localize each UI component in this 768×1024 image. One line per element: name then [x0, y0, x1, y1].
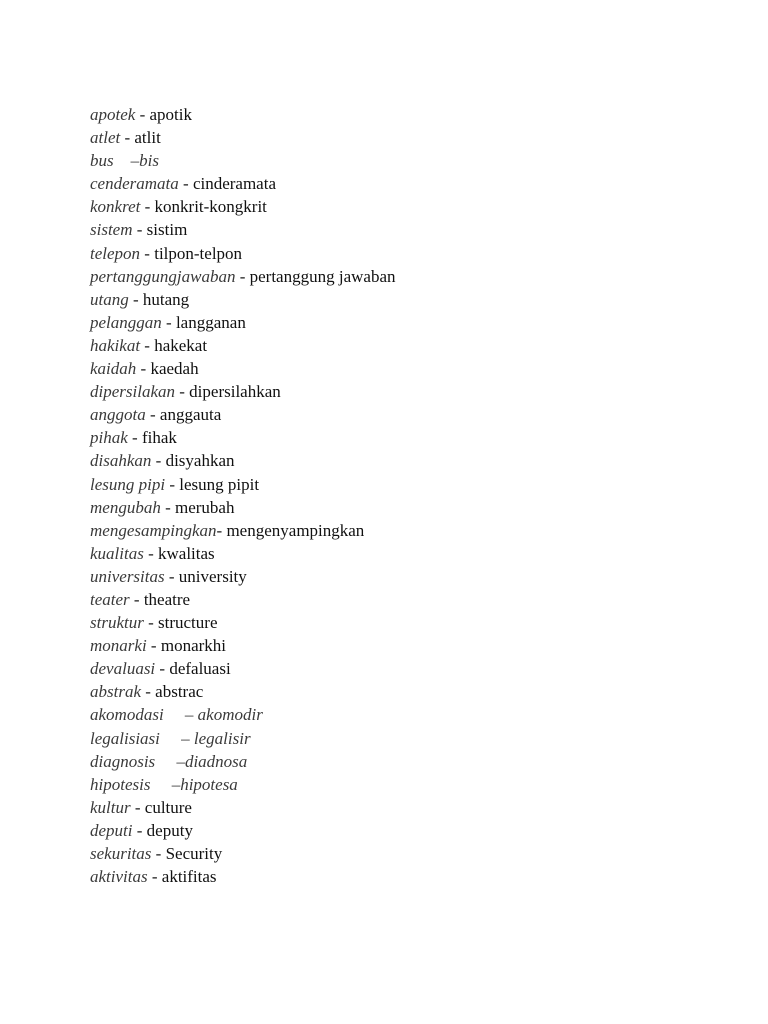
standard-word: anggota — [90, 405, 146, 425]
word-pair-entry — [90, 519, 396, 542]
standard-word: kultur — [90, 797, 131, 817]
separator-dash: - — [140, 243, 155, 263]
standard-word: legalisiasi — [90, 728, 160, 748]
separator-dash: - — [130, 797, 145, 817]
separator-dash: - — [151, 844, 166, 863]
separator-dash: - — [147, 867, 162, 887]
word-pair-entry — [90, 311, 396, 334]
word-pair-entry — [90, 288, 396, 311]
nonstandard-word: sistim — [146, 220, 188, 240]
separator-dash: - — [132, 220, 147, 240]
word-pair-entry — [90, 380, 396, 403]
word-pair-list — [90, 103, 396, 888]
nonstandard-word: university — [178, 566, 247, 586]
standard-word: deputi — [90, 820, 133, 840]
nonstandard-word: tilpon-telpon — [154, 243, 243, 263]
separator-dash: - — [143, 543, 159, 563]
nonstandard-word: diadnosa — [184, 751, 248, 771]
separator-dash: - — [140, 197, 155, 217]
nonstandard-word: atlit — [134, 128, 161, 148]
standard-word: mengesampingkan — [90, 520, 217, 540]
standard-word: atlet — [90, 128, 121, 148]
nonstandard-word: abstrac — [155, 682, 204, 702]
nonstandard-word: anggauta — [159, 405, 222, 425]
nonstandard-word: bis — [139, 151, 159, 171]
word-pair-entry — [90, 126, 396, 149]
word-pair-entry — [90, 634, 396, 657]
separator-dash: – — [159, 728, 194, 748]
standard-word: lesung pipi — [90, 474, 166, 494]
word-pair-entry — [90, 426, 396, 449]
nonstandard-word: aktifitas — [161, 867, 217, 887]
word-pair-entry — [90, 103, 396, 126]
standard-word: pihak — [90, 428, 128, 448]
separator-dash: – — [155, 751, 185, 771]
word-pair-entry — [90, 703, 396, 726]
separator-dash: - — [140, 335, 155, 355]
word-pair-entry — [90, 542, 396, 565]
nonstandard-word: hakekat — [154, 335, 208, 355]
separator-dash: - — [143, 613, 159, 633]
nonstandard-word: pertanggung jawaban — [249, 266, 396, 286]
nonstandard-word: legalisir — [193, 728, 251, 748]
separator-dash: - — [146, 636, 161, 656]
word-pair-entry — [90, 172, 396, 195]
nonstandard-word: theatre — [143, 589, 191, 609]
word-pair-entry — [90, 449, 396, 472]
standard-word: monarki — [90, 636, 147, 656]
word-pair-entry — [90, 842, 396, 865]
separator-dash: - — [120, 128, 135, 148]
separator-dash: – — [113, 151, 140, 171]
standard-word: konkret — [90, 197, 141, 217]
separator-dash: - — [178, 174, 193, 194]
separator-dash: - — [145, 405, 160, 425]
nonstandard-word: akomodir — [197, 705, 263, 725]
separator-dash: - — [141, 682, 156, 702]
nonstandard-word: deputy — [146, 820, 193, 840]
word-pair-entry — [90, 750, 396, 773]
standard-word: diagnosis — [90, 751, 156, 771]
standard-word: kualitas — [90, 543, 144, 563]
nonstandard-word: structure — [158, 613, 218, 633]
standard-word: hakikat — [90, 335, 141, 355]
nonstandard-word: fihak — [141, 428, 177, 448]
word-pair-entry — [90, 588, 396, 611]
nonstandard-word: apotik — [149, 105, 192, 124]
word-pair-entry — [90, 242, 396, 265]
standard-word: utang — [90, 289, 129, 309]
word-pair-entry — [90, 565, 396, 588]
standard-word: teater — [90, 589, 130, 609]
nonstandard-word: dipersilahkan — [189, 382, 281, 402]
standard-word: struktur — [90, 613, 144, 633]
word-pair-entry — [90, 496, 396, 519]
word-pair-entry — [90, 357, 396, 380]
separator-dash: - — [161, 312, 176, 332]
standard-word: dipersilakan — [90, 382, 175, 402]
word-pair-entry — [90, 473, 396, 496]
word-pair-entry — [90, 218, 396, 241]
standard-word: apotek — [90, 105, 136, 124]
separator-dash: - — [164, 566, 179, 586]
word-pair-entry — [90, 149, 396, 172]
standard-word: sekuritas — [90, 844, 152, 863]
separator-dash: - — [165, 474, 180, 494]
nonstandard-word: mengenyampingkan — [226, 520, 365, 540]
word-pair-entry — [90, 680, 396, 703]
word-pair-entry — [90, 819, 396, 842]
standard-word: disahkan — [90, 451, 152, 471]
nonstandard-word: hutang — [142, 289, 190, 309]
separator-dash: - — [160, 497, 175, 517]
nonstandard-word: kwalitas — [158, 543, 215, 563]
word-pair-entry — [90, 796, 396, 819]
separator-dash: – — [150, 774, 181, 794]
separator-dash: - — [155, 659, 170, 679]
nonstandard-word: culture — [144, 797, 192, 817]
standard-word: pertanggungjawaban — [90, 266, 236, 286]
standard-word: abstrak — [90, 682, 141, 702]
standard-word: bus — [90, 151, 114, 171]
standard-word: sistem — [90, 220, 133, 240]
separator-dash: - — [128, 289, 143, 309]
nonstandard-word: defaluasi — [169, 659, 231, 679]
separator-dash: - — [175, 382, 190, 402]
standard-word: akomodasi — [90, 705, 164, 725]
word-pair-entry — [90, 265, 396, 288]
standard-word: mengubah — [90, 497, 161, 517]
nonstandard-word: hipotesa — [180, 774, 238, 794]
nonstandard-word: cinderamata — [192, 174, 276, 194]
standard-word: telepon — [90, 243, 141, 263]
separator-dash: - — [127, 428, 142, 448]
separator-dash: - — [151, 451, 166, 471]
standard-word: devaluasi — [90, 659, 156, 679]
word-pair-entry — [90, 727, 396, 750]
separator-dash: - — [216, 520, 227, 540]
nonstandard-word: disyahkan — [165, 451, 235, 471]
word-pair-entry — [90, 403, 396, 426]
nonstandard-word: monarkhi — [160, 636, 226, 656]
nonstandard-word: langganan — [175, 312, 246, 332]
nonstandard-word: lesung pipit — [179, 474, 260, 494]
standard-word: aktivitas — [90, 867, 148, 887]
word-pair-entry — [90, 773, 396, 796]
standard-word: cenderamata — [90, 174, 179, 194]
word-pair-entry — [90, 657, 396, 680]
separator-dash: - — [135, 105, 150, 124]
word-pair-entry — [90, 611, 396, 634]
word-pair-entry — [90, 195, 396, 218]
nonstandard-word: Security — [165, 844, 223, 863]
separator-dash: - — [129, 589, 144, 609]
standard-word: universitas — [90, 566, 165, 586]
separator-dash: - — [132, 820, 147, 840]
separator-dash: - — [235, 266, 250, 286]
standard-word: pelanggan — [90, 312, 162, 332]
standard-word: kaidah — [90, 359, 137, 379]
nonstandard-word: kaedah — [150, 359, 199, 379]
nonstandard-word: merubah — [175, 497, 235, 517]
separator-dash: - — [136, 359, 151, 379]
nonstandard-word: konkrit-kongkrit — [154, 197, 267, 217]
word-pair-entry — [90, 334, 396, 357]
separator-dash: – — [163, 705, 198, 725]
standard-word: hipotesis — [90, 774, 151, 794]
word-pair-entry — [90, 865, 396, 888]
